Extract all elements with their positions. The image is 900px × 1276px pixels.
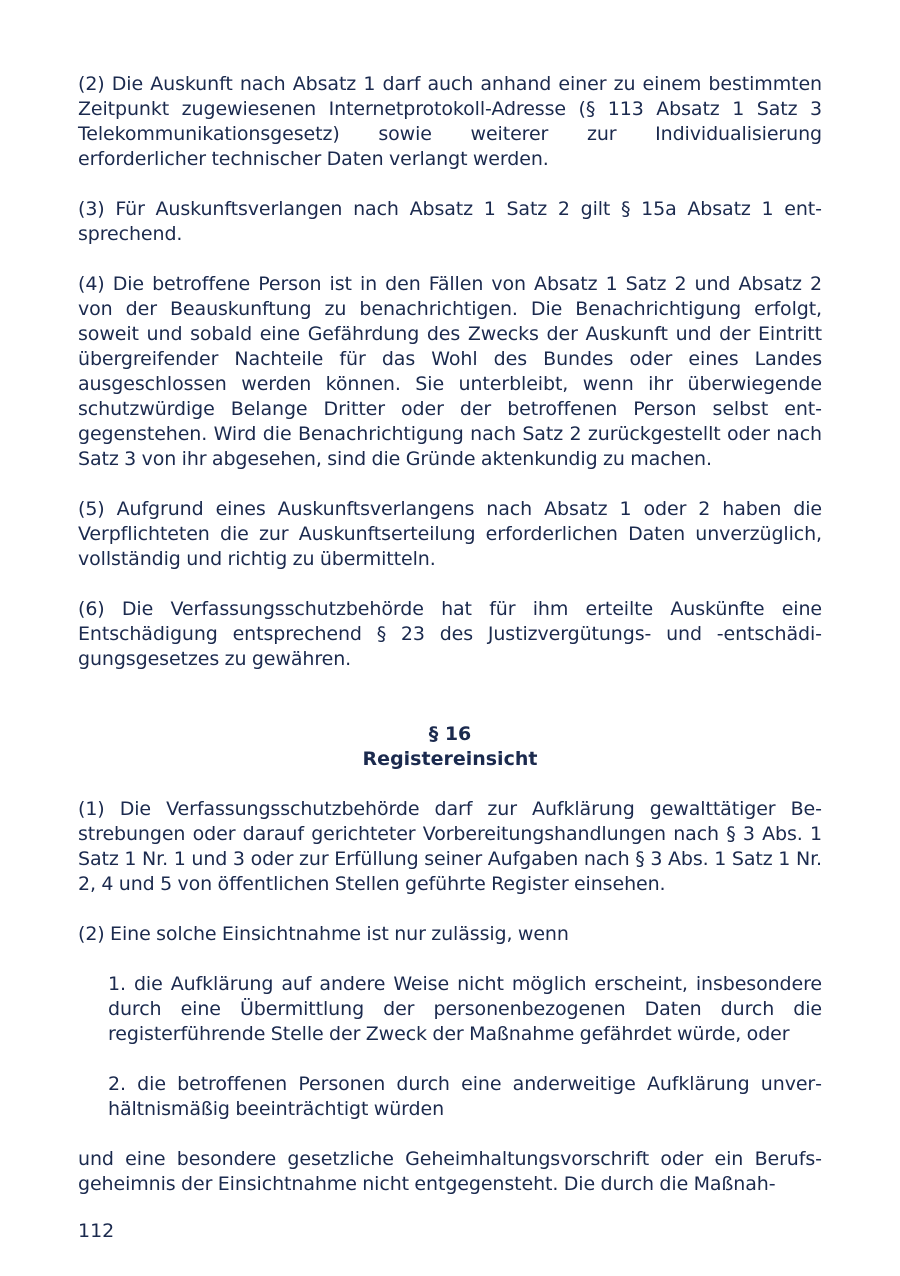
document-page xyxy=(78,72,822,1197)
list-item-1: 1. die Aufklärung auf andere Weise nicht möglich erscheint, insbesondere durch eine Übermittlung der personenbezogenen Daten durch die registerführende Stelle der Zweck der Maßnahme gefährdet würde, oder xyxy=(108,973,822,1045)
section-paragraph-1: (1) Die Verfassungsschutzbehörde darf zur Aufklärung gewalttätiger Bestrebungen oder darauf gerichteter Vorbereitungshandlungen nach § 3 Abs. 1 Satz 1 Nr. 1 und 3 oder zur Erfüllung seiner Aufgaben nach § 3 Abs. 1 Satz 1 Nr. 2, 4 und 5 von öffentlichen Stellen geführte Register einsehen. xyxy=(78,798,822,895)
paragraph-6-entschaedigung: (6) Die Verfassungsschutzbehörde hat für ihm erteilte Auskünfte eine Entschädigung entsprechend § 23 des Justizvergütungs- und -entschädigungsgesetzes zu gewähren. xyxy=(78,598,822,670)
section-number: § 16 xyxy=(428,723,472,745)
paragraph-4-benachrichtigung: (4) Die betroffene Person ist in den Fällen von Absatz 1 Satz 2 und Absatz 2 von der Beauskunftung zu benachrichtigen. Die Benachrichtigung erfolgt, soweit und sobald eine Gefährdung des Zwecks der Auskunft und der Eintritt übergreifender Nachteile für das Wohl des Bundes oder eines Landes ausgeschlossen werden können. Sie unterbleibt, wenn ihr überwiegende schutzwürdige Belange Dritter oder der betroffenen Person selbst entgegenstehen. Wird die Benachrichtigung nach Satz 2 zurückgestellt oder nach Satz 3 von ihr abgesehen, sind die Gründe aktenkundig zu machen. xyxy=(78,273,822,470)
paragraph-3-auskunftsverlangen: (3) Für Auskunftsverlangen nach Absatz 1 Satz 2 gilt § 15a Absatz 1 entsprechend. xyxy=(78,198,822,245)
list-item-2: 2. die betroffenen Personen durch eine anderweitige Aufklärung unverhältnismäßig beeinträchtigt würden xyxy=(108,1073,822,1120)
closing-paragraph: und eine besondere gesetzliche Geheimhaltungsvorschrift oder ein Berufsgeheimnis der Einsichtnahme nicht entgegensteht. Die durch die Maßnah- xyxy=(78,1148,822,1195)
section-paragraph-2: (2) Eine solche Einsichtnahme ist nur zulässig, wenn xyxy=(78,923,569,945)
page-number: 112 xyxy=(78,1220,115,1242)
section-heading xyxy=(78,722,822,772)
paragraph-2-ip-address: (2) Die Auskunft nach Absatz 1 darf auch anhand einer zu einem bestimmten Zeitpunkt zugewiesenen Internetprotokoll-Adresse (§ 113 Absatz 1 Satz 3 Telekommunikationsgesetz) sowie weiterer zur Individualisierung erforderlicher technischer Daten verlangt werden. xyxy=(78,73,822,170)
section-title: Registereinsicht xyxy=(362,748,538,770)
paragraph-5-verpflichtete: (5) Aufgrund eines Auskunftsverlangens nach Absatz 1 oder 2 haben die Verpflichteten die zur Auskunftserteilung erforderlichen Daten unverzüglich, vollständig und richtig zu übermitteln. xyxy=(78,498,822,570)
